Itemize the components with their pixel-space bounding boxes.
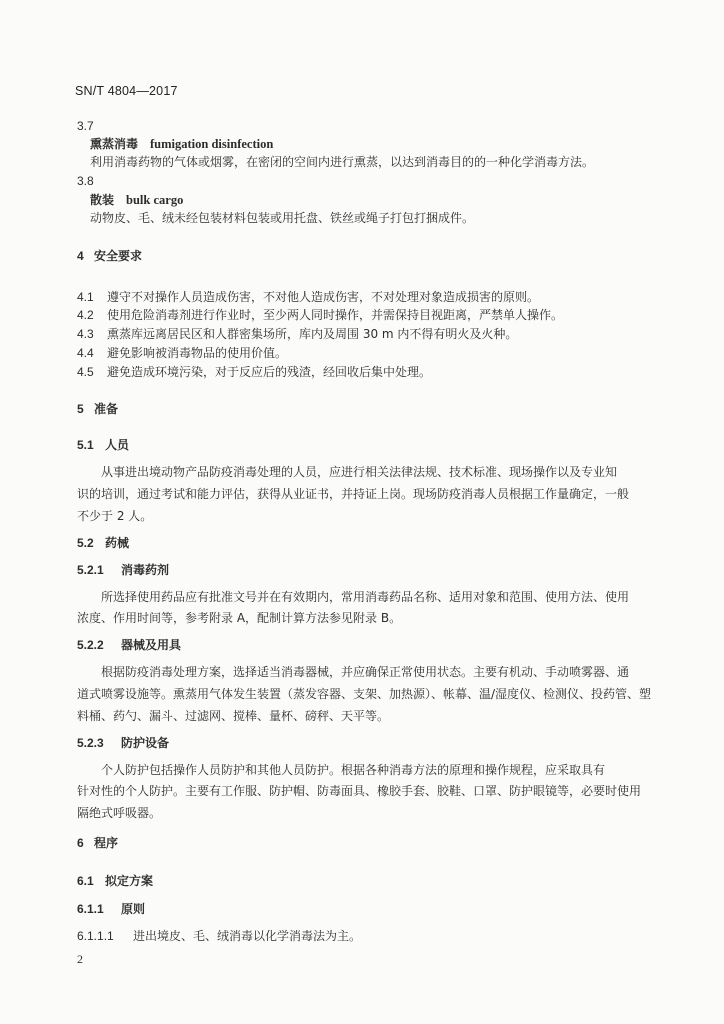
section-6-1-1-number: 6.1.1 (77, 902, 104, 916)
item-4-3-number: 4.3 (77, 327, 94, 341)
section-6-number: 6 (77, 836, 84, 850)
section-5-1-paragraph-line: 不少于 2 人。 (77, 509, 153, 523)
section-6-1-number: 6.1 (77, 874, 94, 888)
clause-3-7-definition: 利用消毒药物的气体或烟雾，在密闭的空间内进行熏蒸，以达到消毒目的的一种化学消毒方法。 (90, 155, 595, 169)
standard-code-header: SN/T 4804—2017 (75, 84, 178, 98)
section-5-2-title: 药械 (105, 536, 130, 550)
clause-3-8-term-zh: 散装 (90, 193, 115, 207)
clause-3-8-term (90, 193, 183, 207)
section-5-2-1-paragraph-line: 所选择使用药品应有批准文号并在有效期内，常用消毒药品名称、适用对象和范围、使用方法、使用 (101, 590, 630, 604)
item-4-4-number: 4.4 (77, 346, 94, 360)
section-4-title: 安全要求 (94, 249, 143, 263)
section-5-1-number: 5.1 (77, 438, 94, 452)
list-item (77, 290, 539, 304)
section-5-2-3-title: 防护设备 (121, 736, 170, 750)
section-4-heading (77, 249, 142, 263)
section-6-1-1-heading (77, 902, 145, 916)
section-5-heading (77, 402, 118, 416)
section-5-2-2-paragraph-line: 根据防疫消毒处理方案，选择适当消毒器械，并应确保正常使用状态。主要有机动、手动喷雾器、通 (101, 665, 630, 679)
section-5-2-3-number: 5.2.3 (77, 736, 104, 750)
clause-3-7-term-en: fumigation disinfection (150, 137, 274, 151)
section-5-2-2-paragraph-line: 道式喷雾设施等。熏蒸用气体发生装置（蒸发容器、支架、加热源）、帐幕、温/湿度仪、检测仪、投药管、塑 (77, 687, 652, 701)
section-5-2-3-paragraph-line: 隔绝式呼吸器。 (77, 806, 162, 820)
clause-6-1-1-1-number: 6.1.1.1 (77, 929, 114, 943)
item-4-2-number: 4.2 (77, 308, 94, 322)
section-6-1-title: 拟定方案 (105, 874, 154, 888)
clause-3-8-definition: 动物皮、毛、绒未经包装材料包装或用托盘、铁丝或绳子打包打捆成件。 (90, 211, 475, 225)
page-number: 2 (77, 952, 83, 966)
section-6-1-1-title: 原则 (121, 902, 146, 916)
section-5-1-paragraph-line: 识的培训，通过考试和能力评估，获得从业证书，并持证上岗。现场防疫消毒人员根据工作量确定，一般 (77, 487, 630, 501)
clause-3-8-term-en: bulk cargo (126, 193, 184, 207)
clause-3-7-term (90, 137, 273, 151)
item-4-1-number: 4.1 (77, 290, 94, 304)
section-5-2-number: 5.2 (77, 536, 94, 550)
section-6-title: 程序 (94, 836, 119, 850)
list-item (77, 346, 287, 360)
section-5-2-3-paragraph-line: 针对性的个人防护。主要有工作服、防护帽、防毒面具、橡胶手套、胶鞋、口罩、防护眼镜等，必要时使用 (77, 784, 642, 798)
section-5-2-3-heading (77, 736, 169, 750)
section-5-2-2-paragraph-line: 料桶、药勺、漏斗、过滤网、搅棒、量杯、磅秤、天平等。 (77, 709, 390, 723)
section-5-1-heading (77, 438, 129, 452)
clause-6-1-1-1 (77, 929, 361, 943)
clause-3-8-number: 3.8 (77, 174, 94, 188)
item-4-1-text: 遵守不对操作人员造成伤害，不对他人造成伤害，不对处理对象造成损害的原则。 (107, 290, 540, 304)
list-item (77, 327, 517, 341)
section-5-2-2-heading (77, 638, 181, 652)
section-5-2-3-paragraph-line: 个人防护包括操作人员防护和其他人员防护。根据各种消毒方法的原理和操作规程，应采取具有 (101, 763, 606, 777)
section-5-2-heading (77, 536, 129, 550)
section-5-number: 5 (77, 402, 84, 416)
clause-3-7-number: 3.7 (77, 119, 94, 133)
section-5-2-1-paragraph-line: 浓度、作用时间等，参考附录 A，配制计算方法参见附录 B。 (77, 611, 402, 625)
section-5-title: 准备 (94, 402, 119, 416)
section-6-heading (77, 836, 118, 850)
item-4-4-text: 避免影响被消毒物品的使用价值。 (107, 346, 288, 360)
list-item (77, 365, 431, 379)
section-5-2-1-number: 5.2.1 (77, 563, 104, 577)
item-4-2-text: 使用危险消毒剂进行作业时，至少两人同时操作，并需保持目视距离，严禁单人操作。 (107, 308, 564, 322)
clause-3-7-term-zh: 熏蒸消毒 (90, 137, 139, 151)
section-5-1-title: 人员 (105, 438, 130, 452)
list-item (77, 308, 563, 322)
section-5-2-1-title: 消毒药剂 (121, 563, 170, 577)
item-4-3-text: 熏蒸库远离居民区和人群密集场所，库内及周围 30 m 内不得有明火及火种。 (107, 327, 518, 341)
section-5-2-2-number: 5.2.2 (77, 638, 104, 652)
section-6-1-heading (77, 874, 153, 888)
item-4-5-text: 避免造成环境污染，对于反应后的残渣，经回收后集中处理。 (107, 365, 432, 379)
clause-6-1-1-1-text: 进出境皮、毛、绒消毒以化学消毒法为主。 (133, 929, 362, 943)
section-5-1-paragraph-line: 从事进出境动物产品防疫消毒处理的人员，应进行相关法律法规、技术标准、现场操作以及专业知 (101, 465, 618, 479)
section-5-2-2-title: 器械及用具 (121, 638, 182, 652)
item-4-5-number: 4.5 (77, 365, 94, 379)
section-5-2-1-heading (77, 563, 169, 577)
section-4-number: 4 (77, 249, 84, 263)
